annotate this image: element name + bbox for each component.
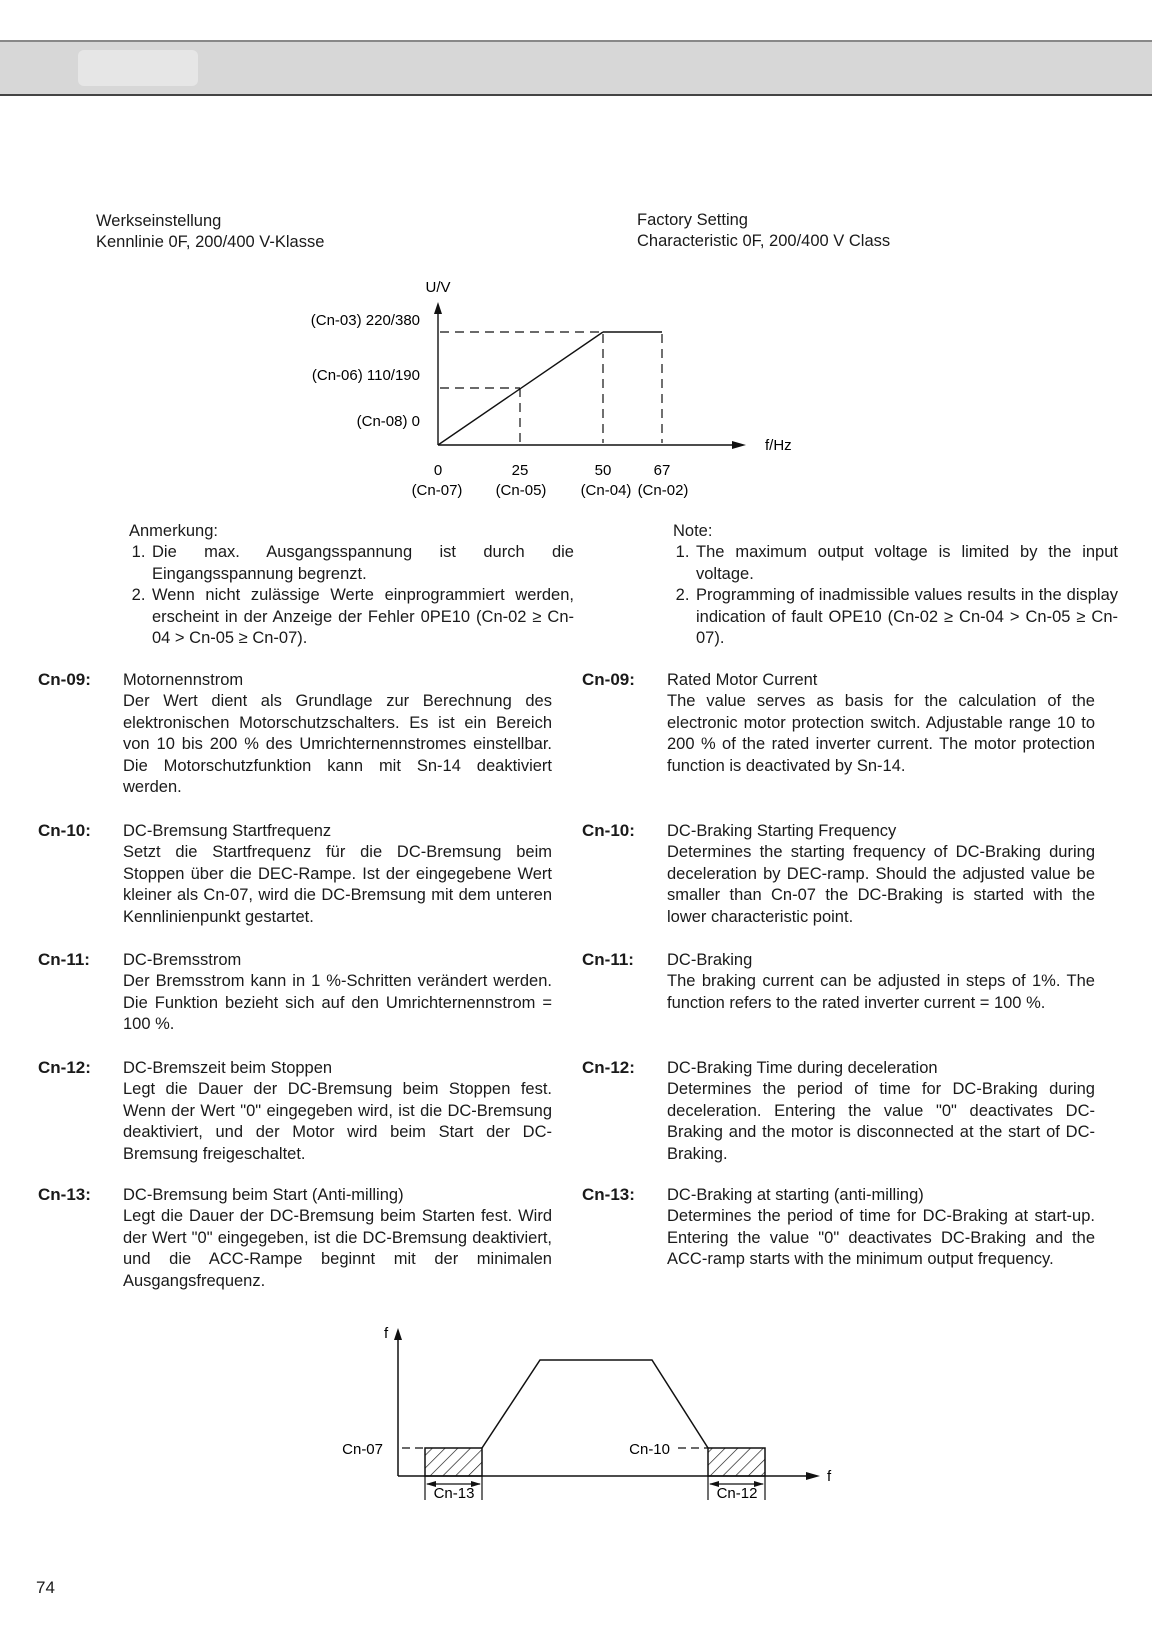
param-code-en: Cn-11: xyxy=(582,950,634,969)
dc-span-cn12-label: Cn-12 xyxy=(716,1485,758,1502)
vf-x-axis-label: f/Hz xyxy=(765,437,792,454)
param-code: Cn-13: xyxy=(38,1185,91,1204)
vf-x-code-cn07: (Cn-07) xyxy=(411,482,463,499)
vf-y-label-min: (Cn-08) 0 xyxy=(356,413,420,430)
dc-y-label: f xyxy=(384,1325,389,1342)
param-en-title: DC-Braking xyxy=(667,951,753,969)
dc-y-arrow xyxy=(394,1328,402,1340)
vf-x-arrow xyxy=(732,441,746,449)
param-code: Cn-09: xyxy=(38,670,91,689)
param-en-text: Determines the period of time for DC-Braking during deceleration. Entering the value "0" deactivates DC-Braking and the motor is disconnected at the start of DC-Braking. xyxy=(667,1080,1095,1163)
param-de-title: Motornennstrom xyxy=(123,671,244,689)
intro-de-sub: Kennlinie 0F, 200/400 V-Klasse xyxy=(96,233,325,251)
param-en-text: Determines the period of time for DC-Braking at start-up. Entering the value "0" deactivates DC-Braking and the ACC-ramp starts with the minimum output frequency. xyxy=(667,1207,1095,1268)
param-en-title: DC-Braking Time during deceleration xyxy=(667,1059,938,1077)
notes-de-item: 2. Wenn nicht zulässige Werte einprogrammiert werden, erscheint in der Anzeige der Fehler 0PE10 (Cn-02 ≥ Cn-04 > Cn-05 ≥ Cn-07). xyxy=(150,585,574,650)
param-code: Cn-11: xyxy=(38,950,90,969)
param-de-title: DC-Bremsstrom xyxy=(123,951,242,969)
param-de-text: Der Bremsstrom kann in 1 %-Schritten verändert werden. Die Funktion bezieht sich auf den Umrichternennstrom = 100 %. xyxy=(123,972,552,1033)
notes-de-item: 1. Die max. Ausgangsspannung ist durch die Eingangsspannung begrenzt. xyxy=(150,542,574,585)
param-code: Cn-10: xyxy=(38,821,91,840)
vf-x-code-cn05: (Cn-05) xyxy=(495,482,547,499)
notes-de-list xyxy=(128,542,574,650)
param-code-en: Cn-12: xyxy=(582,1058,635,1077)
page-number: 74 xyxy=(36,1578,55,1597)
param-de-text: Setzt die Startfrequenz für die DC-Bremsung beim Stoppen über die DEC-Rampe. Ist der eingegebene Wert kleiner als Cn-07, wird die DC-Bremsung mit dem unteren Kennlinienpunkt gestartet. xyxy=(123,843,552,926)
param-code-en: Cn-13: xyxy=(582,1185,635,1204)
notes-en-item: 2. Programming of inadmissible values results in the display indication of fault OPE10 (Cn-02 ≥ Cn-04 > Cn-05 ≥ Cn-07). xyxy=(694,585,1118,650)
param-en-text: Determines the starting frequency of DC-Braking during deceleration by DEC-ramp. Should the adjusted value be smaller than Cn-07 the DC-Braking is started with the lower characteristic point. xyxy=(667,843,1095,926)
dc-level-cn10-label: Cn-10 xyxy=(629,1441,670,1458)
dc-level-cn07-label: Cn-07 xyxy=(342,1441,383,1458)
notes-en-item: 1. The maximum output voltage is limited by the input voltage. xyxy=(694,542,1118,585)
param-de-title: DC-Bremsung Startfrequenz xyxy=(123,822,332,840)
header-logo xyxy=(78,50,198,86)
dc-x-label: f xyxy=(827,1468,832,1485)
dc-brake-stop-zone xyxy=(708,1448,765,1476)
vf-x-value-50: 50 xyxy=(594,462,612,479)
intro-en-title: Factory Setting xyxy=(637,211,748,229)
notes-de-title: Anmerkung: xyxy=(129,522,218,540)
param-de-text: Legt die Dauer der DC-Bremsung beim Starten fest. Wird der Wert "0" eingegeben, ist die DC-Bremsung deaktiviert, und die ACC-Rampe beginnt mit der minimalen Ausgangsfrequenz. xyxy=(123,1207,552,1290)
vf-y-label-mid: (Cn-06) 110/190 xyxy=(311,367,420,384)
vf-x-value-67: 67 xyxy=(653,462,671,479)
dc-braking-diagram xyxy=(0,1320,1152,1520)
param-code-en: Cn-09: xyxy=(582,670,635,689)
notes-en-title: Note: xyxy=(673,522,713,540)
vf-characteristic-chart xyxy=(0,270,1152,510)
param-en-text: The braking current can be adjusted in steps of 1%. The function refers to the rated inverter current = 100 %. xyxy=(667,972,1095,1012)
param-en-title: DC-Braking at starting (anti-milling) xyxy=(667,1186,924,1204)
vf-x-value-25: 25 xyxy=(511,462,529,479)
param-de-title: DC-Bremsung beim Start (Anti-milling) xyxy=(123,1186,404,1204)
param-de-text: Legt die Dauer der DC-Bremsung beim Stoppen fest. Wenn der Wert "0" eingegeben wird, ist die DC-Bremsung deaktiviert, und der Motor wird beim Start der DC-Bremsung freigeschaltet. xyxy=(123,1080,552,1163)
vf-x-code-cn04: (Cn-04) xyxy=(580,482,632,499)
vf-x-code-cn02: (Cn-02) xyxy=(637,482,689,499)
header-band xyxy=(0,40,1152,96)
param-en-title: Rated Motor Current xyxy=(667,671,818,689)
param-code: Cn-12: xyxy=(38,1058,91,1077)
param-code-en: Cn-10: xyxy=(582,821,635,840)
vf-y-arrow xyxy=(434,302,442,314)
dc-x-arrow xyxy=(806,1472,820,1480)
vf-y-label-max: (Cn-03) 220/380 xyxy=(310,312,420,329)
param-de-text: Der Wert dient als Grundlage zur Berechnung des elektronischen Motorschutzschalters. Es ist ein Bereich von 10 bis 200 % des Umrichternennstromes einstellbar. Die Motorschutzfunktion kann mit Sn-14 deaktiviert werden. xyxy=(123,692,552,796)
param-en-text: The value serves as basis for the calculation of the electronic motor protection switch. Adjustable range 10 to 200 % of the rated inverter current. The motor protection function is deactivated by Sn-14. xyxy=(667,692,1095,775)
dc-brake-start-zone xyxy=(425,1448,482,1476)
dc-span-cn13-label: Cn-13 xyxy=(433,1485,475,1502)
vf-y-axis-label: U/V xyxy=(425,279,451,296)
vf-x-value-0: 0 xyxy=(433,462,443,479)
param-de-title: DC-Bremszeit beim Stoppen xyxy=(123,1059,333,1077)
param-en-title: DC-Braking Starting Frequency xyxy=(667,822,897,840)
dc-frequency-profile xyxy=(482,1360,708,1448)
intro-de-title: Werkseinstellung xyxy=(96,212,222,230)
intro-en-sub: Characteristic 0F, 200/400 V Class xyxy=(637,232,891,250)
notes-en-list xyxy=(672,542,1118,650)
